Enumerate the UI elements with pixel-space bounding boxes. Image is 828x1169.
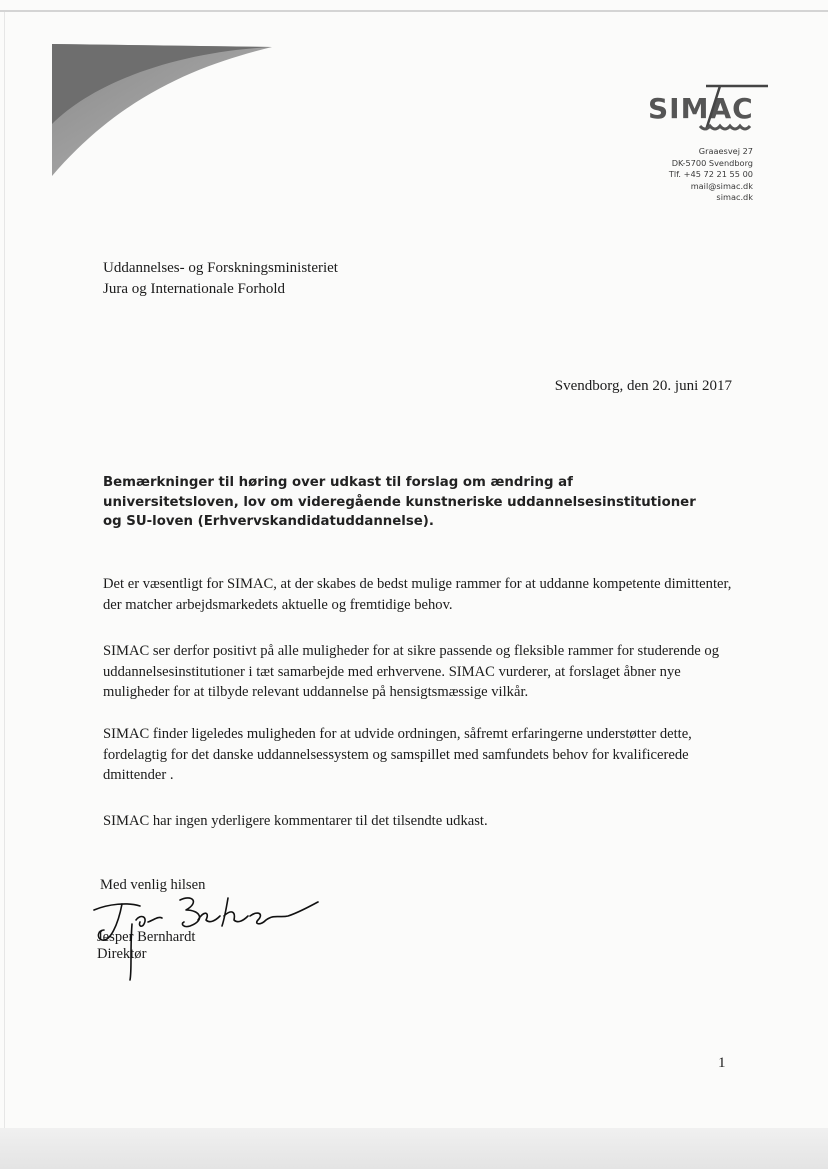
company-address <box>553 146 753 204</box>
recipient-line-1: Uddannelses- og Forskningsministeriet <box>103 260 338 276</box>
handwritten-signature <box>88 880 328 985</box>
simac-logo <box>648 80 772 142</box>
page-number: 1 <box>718 1055 726 1071</box>
recipient-line-2: Jura og Internationale Forhold <box>103 281 286 297</box>
letter-date: Svendborg, den 20. juni 2017 <box>554 378 732 394</box>
address-phone: Tlf. +45 72 21 55 00 <box>668 169 753 180</box>
recipient-block <box>103 258 338 300</box>
letter-subject: Bemærkninger til høring over udkast til forslag om ændring af universitetsloven, lov om videregående kunstneriske uddannelsesinstitutioner og SU-loven (Erhvervskandidatuddannelse). <box>103 475 696 529</box>
body-paragraph-3: SIMAC finder ligeledes muligheden for at udvide ordningen, såfremt erfaringerne understøtter dette, fordelagtig for det danske uddannelsessystem og samspillet med samfundets behov for kvalificerede dmittender . <box>103 726 692 784</box>
letterhead-corner-graphic <box>52 44 272 179</box>
address-website: simac.dk <box>716 192 753 203</box>
body-paragraph-2: SIMAC ser derfor positivt på alle muligheder for at sikre passende og fleksible rammer for studerende og uddannelsesinstitutioner i tæt samarbejde med erhvervene. SIMAC vurderer, at forslaget åbner nye muligheder for at tilbyde relevant uddannelse på hensigtsmæssige vilkår. <box>103 643 720 701</box>
address-city: DK-5700 Svendborg <box>671 157 753 168</box>
address-street: Graaesvej 27 <box>698 146 753 156</box>
scan-edge-top <box>0 10 828 12</box>
body-paragraph-4: SIMAC har ingen yderligere kommentarer til det tilsendte udkast. <box>103 813 488 829</box>
address-email: mail@simac.dk <box>690 180 753 191</box>
scan-edge-bottom <box>0 1128 828 1169</box>
scan-edge-left <box>4 12 5 1128</box>
closing-salutation: Med venlig hilsen <box>100 877 206 893</box>
logo-text: SIMAC <box>648 92 754 125</box>
signatory-name: Jesper Bernhardt <box>97 929 196 945</box>
signatory-title: Direktør <box>97 946 147 962</box>
body-paragraph-1: Det er væsentligt for SIMAC, at der skabes de bedst mulige rammer for at uddanne kompetente dimittenter, der matcher arbejdsmarkedets aktuelle og fremtidige behov. <box>103 576 732 613</box>
